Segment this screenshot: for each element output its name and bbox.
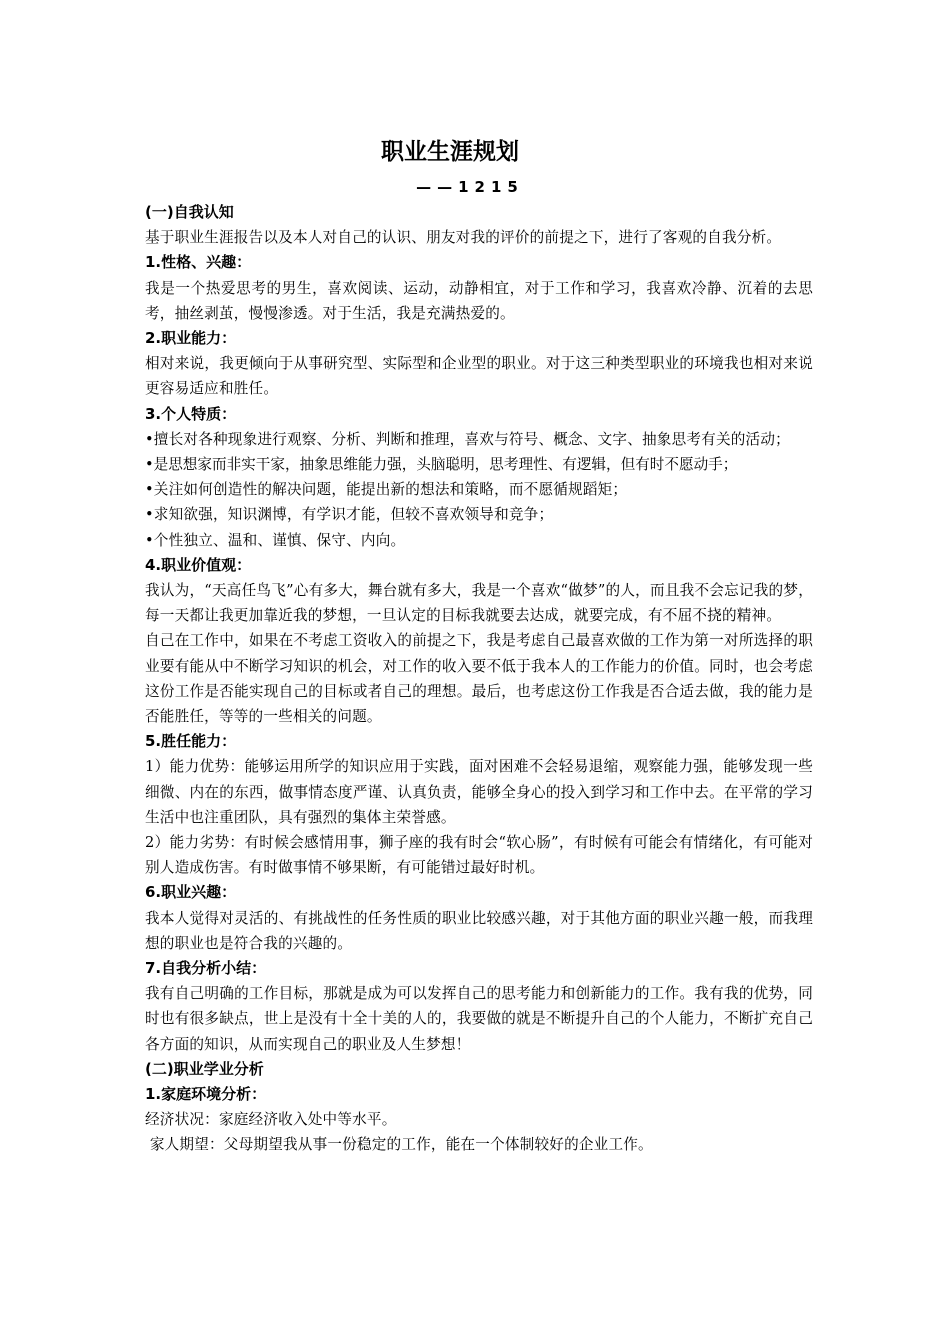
paragraph-weaknesses: 2）能力劣势：有时候会感情用事，狮子座的我有时会“软心肠”，有时候有可能会有情绪化，有可能对别人造成伤害。有时做事情不够果断，有可能错过最好时机。 xyxy=(145,833,813,877)
paragraph-self-intro: 基于职业生涯报告以及本人对自己的认识、朋友对我的评价的前提之下，进行了客观的自我分析。 xyxy=(145,229,782,247)
paragraph-ability: 相对来说，我更倾向于从事研究型、实际型和企业型的职业。对于这三种类型职业的环境我也相对来说更容易适应和胜任。 xyxy=(145,355,813,398)
list-item: •是思想家而非实干家，抽象思维能力强，头脑聪明，思考理性、有逻辑，但有时不愿动手； xyxy=(145,455,738,473)
page-title: 职业生涯规划 xyxy=(381,139,519,165)
page-subtitle: ——1215 xyxy=(416,178,524,196)
subheading-values: 4.职业价值观： xyxy=(145,555,252,574)
paragraph-summary: 我有自己明确的工作目标，那就是成为可以发挥自己的思考能力和创新能力的工作。我有我的优势，同时也有很多缺点，世上是没有十全十美的人的，我要做的就是不断提升自己的个人能力，不断扩充自己各方面的知识，从而实现自己的职业及人生梦想！ xyxy=(145,985,813,1053)
list-item: •关注如何创造性的解决问题，能提出新的想法和策略，而不愿循规蹈矩； xyxy=(145,481,628,499)
paragraph-economy: 经济状况：家庭经济收入处中等水平。 xyxy=(145,1111,397,1129)
paragraph-family-expectation: 家人期望：父母期望我从事一份稳定的工作，能在一个体制较好的企业工作。 xyxy=(145,1136,653,1154)
document-body xyxy=(145,200,813,1158)
list-item: •个性独立、温和、谨慎、保守、内向。 xyxy=(145,531,406,549)
paragraph-personality: 我是一个热爱思考的男生，喜欢阅读、运动，动静相宜，对于工作和学习，我喜欢冷静、沉着的去思考，抽丝剥茧，慢慢渗透。对于生活，我是充满热爱的。 xyxy=(145,279,813,322)
section-heading-career: (二)职业学业分析 xyxy=(145,1059,264,1078)
subheading-ability: 2.职业能力： xyxy=(145,328,237,347)
list-item: •求知欲强，知识渊博，有学识才能，但较不喜欢领导和竞争； xyxy=(145,506,554,524)
paragraph-interest: 我本人觉得对灵活的、有挑战性的任务性质的职业比较感兴趣，对于其他方面的职业兴趣一般，而我理想的职业也是符合我的兴趣的。 xyxy=(145,909,813,952)
subheading-personality: 1.性格、兴趣： xyxy=(145,253,252,272)
paragraph-strengths: 1）能力优势：能够运用所学的知识应用于实践，面对困难不会轻易退缩，观察能力强，能够发现一些细微、内在的东西，做事情态度严谨、认真负责，能够全身心的投入到学习和工作中去。在平常的学习生活中也注重团队，具有强烈的集体主荣誉感。 xyxy=(145,758,813,826)
subheading-family: 1.家庭环境分析： xyxy=(145,1084,267,1103)
subheading-competence: 5.胜任能力： xyxy=(145,732,237,751)
list-item: •擅长对各种现象进行观察、分析、判断和推理，喜欢与符号、概念、文字、抽象思考有关的活动； xyxy=(145,430,790,448)
paragraph-values-1: 我认为，“天高任鸟飞”心有多大，舞台就有多大，我是一个喜欢“做梦”的人，而且我不会忘记我的梦，每一天都让我更加靠近我的梦想，一旦认定的目标我就要去达成，就要完成，有不屈不挠的精神。 xyxy=(145,581,813,625)
subheading-summary: 7.自我分析小结： xyxy=(145,958,267,977)
subheading-traits: 3.个人特质： xyxy=(145,404,237,423)
paragraph-values-2: 自己在工作中，如果在不考虑工资收入的前提之下，我是考虑自己最喜欢做的工作为第一对所选择的职业要有能从中不断学习知识的机会，对工作的收入要不低于我本人的工作能力的价值。同时，也会考虑这份工作是否能实现自己的目标或者自己的理想。最后，也考虑这份工作我是否合适去做，我的能力是否能胜任，等等的一些相关的问题。 xyxy=(145,632,813,725)
section-heading-self: (一)自我认知 xyxy=(145,203,234,221)
subheading-interest: 6.职业兴趣： xyxy=(145,883,237,902)
